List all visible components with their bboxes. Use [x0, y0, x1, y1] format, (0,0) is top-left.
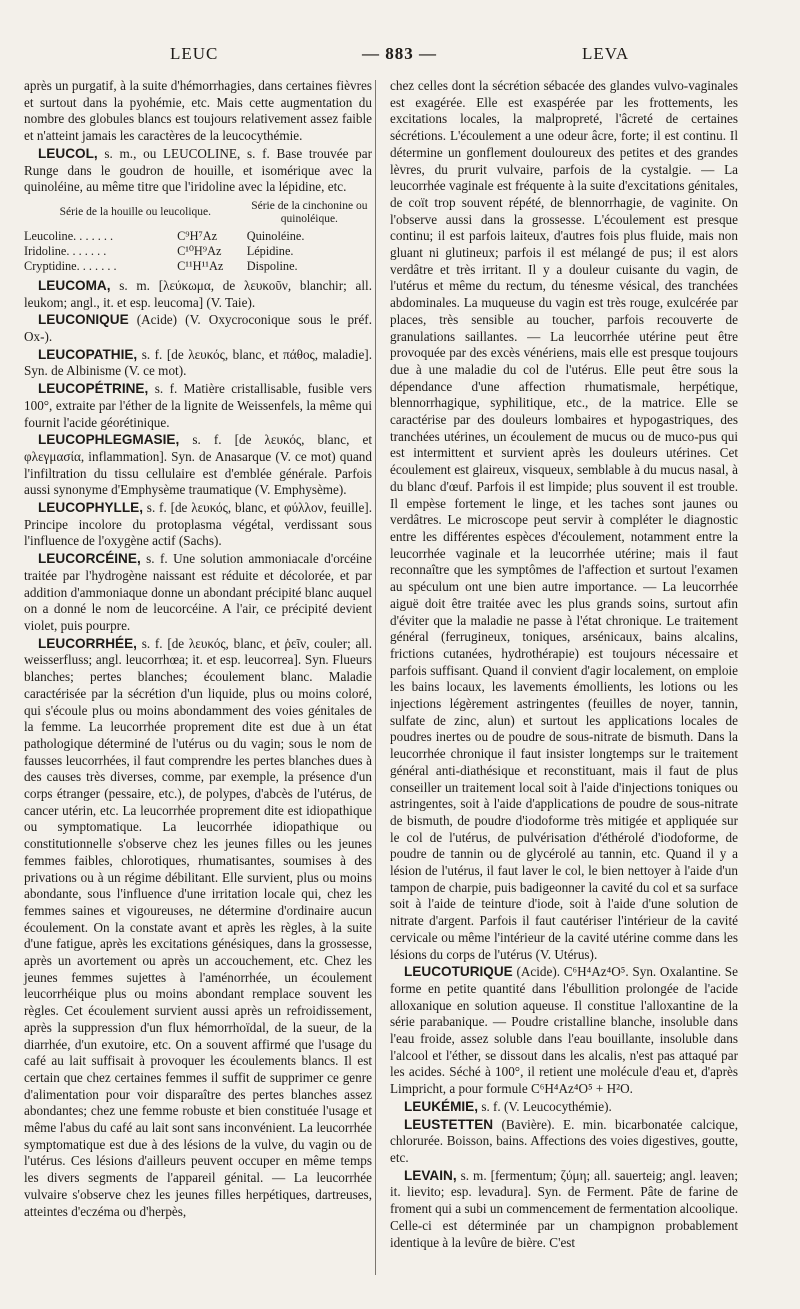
definition: s. f. [de λευκός, blanc, et ῥεῖν, couler; all. weisserfluss; angl. leucorrhœa; it. et esp. leucorrea]. Syn. Flueurs blanches; pertes blanches; écoulement blanc. Maladie caractérisée par la sécrétion d'un liquide, plus ou moins coloré, qui s'écoule plus ou moins abondamment des voies génitales de la femme. La leucorrhée proprement dite est due à un état pathologique déterminé de l'utérus ou du vagin; sous le nom de fausses leucorrhées, il faut comprendre les pertes blanches dues à des causes très diverses, comme, par exemple, la présence d'un corps étranger (pessaire, etc.), de polypes, d'abcès de l'utérus, de cancer utérin, etc. La leucorrhée proprement dite est idiopathique ou symptomatique. La leucorrhée idiopathique ou constitutionnelle s'observe chez les jeunes filles ou les jeunes femmes faibles, chlorotiques, rhumatisantes, soumises à des privations ou à un régime débilitant. Elle survient, plus ou moins abondante, sous l'influence d'une irritation locale qui, chez les femmes saines et vigoureuses, ne détermine d'ordinaire aucun écoulement. On la constate avant et après les règles, à la suite d'une fatigue, après les excitations génésiques, dans la grossesse, après un avortement ou après un accouchement, etc. Chez les jeunes femmes sujettes à l'aménorrhée, un écoulement leucorrhéique plus ou moins abondant remplace souvent les règles. Cet écoulement survient aussi après un refroidissement, après la suppression d'un flux hémorrhoïdal, de la sueur, de la diarrhée, d'un exutoire, etc. On a souvent affirmé que l'usage du café au lait suffisait à provoquer les écoulements blancs. Il est certain que chez certaines femmes il suffit de supprimer ce genre d'alimentation pour voir disparaître des pertes blanches assez abondantes; chez une femme robuste et bien constituée l'usage et même l'abus du café au lait sont sans inconvénient. La leucorrhée symptomatique est due à des lésions de la vulve, du vagin ou de l'utérus. Ces lésions d'ailleurs peuvent occuper en même temps les divers segments de l'appareil génital. — La leucorrhée vulvaire s'observe chez les jeunes filles herpétiques, dartreuses, atteintes d'eczéma ou d'herpès,: [24, 635, 372, 1219]
entry-leustetten: [390, 1117, 738, 1167]
entry-leucophlegmasie: [24, 432, 372, 499]
headword: LEUCOL,: [38, 145, 98, 161]
headword: LEUCORRHÉE,: [38, 635, 137, 651]
definition: s. f. (V. Leucocythémie).: [478, 1098, 612, 1114]
table-row: [24, 244, 372, 259]
headword: LEUKÉMIE,: [404, 1098, 479, 1114]
compound-formula: C¹¹H¹¹Az: [177, 258, 224, 273]
compound-name: Cryptidine. . . . . . .: [24, 258, 117, 273]
page-number: — 883 —: [362, 44, 437, 63]
table-row: [24, 229, 372, 244]
header-right-guide-word: LEVA: [582, 44, 630, 63]
left-column: [24, 78, 372, 1221]
entry-leuconique: [24, 312, 372, 345]
table-row: [24, 259, 372, 274]
compound-name: Leucoline. . . . . . .: [24, 228, 114, 243]
definition: s. m. [fermentum; ζύμη; all. sauerteig; angl. leaven; it. lievito; esp. levadura]. Syn. de Ferment. Pâte de farine de froment qui a subi un commencement de fermentation alcoolique. Celle-ci est déterminée par un champignon probablement identique à la levûre de bière. C'est: [390, 1167, 738, 1250]
series-header-right: Série de la cinchonine ou quinoléique.: [251, 199, 368, 225]
definition: s. f. [de λευκός, blanc, et φλεγμασία, inflammation]. Syn. de Anasarque (V. ce mot) quand l'infiltration du tissu cellulaire est d'emblée générale. Parfois aussi synonyme d'Emphysème traumatique (V. Emphysème).: [24, 432, 372, 498]
paragraph-continuation: après un purgatif, à la suite d'hémorrhagies, dans certaines fièvres et surtout dans la pyohémie, etc. Mais cette augmentation du nombre des globules blancs est toujours relativement assez faible et n'atteint jamais les caractères de la leucocythémie.: [24, 78, 372, 144]
definition: (Acide) (V. Oxycroconique sous le préf. Ox-).: [24, 312, 372, 345]
series-table: [24, 199, 372, 274]
column-divider: [375, 80, 376, 1275]
entry-levain: [390, 1168, 738, 1252]
series-header-left: Série de la houille ou leucolique.: [59, 206, 212, 219]
paragraph-continuation: chez celles dont la sécrétion sébacée des glandes vulvo-vaginales est exagérée. Elle est exaspérée par les frottements, les excitations locales, la malpropreté, l'âcreté de certaines sécrétions. L'écoulement a une odeur âcre, forte; il est continu. Il détermine un gonflement douloureux des petites et des grandes lèvres, du prurit vulvaire, parfois de la cystalgie. — La leucorrhée vaginale est fréquente à la suite d'excitations génitales, de coït trop souvent répété, de blennorrhagie, de vaginite. On l'observe aussi dans la grossesse. L'écoulement est presque continu; il est parfois laiteux, d'autres fois plus fluide, mais non gluant ni glutineux; parfois il est mélangé de pus; il est alors verdâtre et très irritant. Il y a douleur cuisante du vagin, de l'utérus et même du rectum, du ténesme vésical, des tranchées abdominales. La muqueuse du vagin est très rouge, exulcérée par places, très sensible au toucher, parfois recouverte de granulations saillantes. — La leucorrhée utérine peut être provoquée par des excès vénériens, mais elle est presque toujours due à une maladie du col de l'utérus. Elle peut être sous la dépendance d'une affection rhumatismale, herpétique, blennorrhagique, syphilitique, etc., de la matrice. Elle se caractérise par des douleurs lombaires et hypogastriques, des tranchées utérines, un écoulement de mucus ou de muco-pus qui est intermittent et survient après les douleurs utérines. Cet écoulement est glaireux, visqueux, semblable à du mucus nasal, à du blanc d'œuf. Parfois il est limpide; plus souvent il est trouble. Il empèse fortement le linge, et les taches sont jaunes ou verdâtres. Le microscope peut servir à compléter le diagnostic entre les différentes espèces d'écoulement, notamment entre la leucorrhée vaginale et la leucorrhée utérine; mais il faut reconnaître que les symptômes de l'affection et surtout l'examen au spéculum ont une bien autre importance. — La leucorrhée aiguë doit être traitée avec les plus grands soins, surtout afin d'éviter que la maladie ne passe à l'état chronique. Le traitement général (ferrugineux, toniques, arsénicaux, bains alcalins, frictions cutanées, hydrothérapie) est toujours nécessaire et parfois suffisant. Quand il convient d'agir localement, on emploie les bains locaux, les lavements émollients, les lotions ou les injections légèrement astringentes (feuilles de noyer, tannin, sulfate de zinc, alun) et surtout les applications locales de poudres inertes ou de poudre de sous-nitrate de bismuth. Dans la leucorrhée chronique il faut insister longtemps sur le traitement général anti-diathésique et reconstituant, mais il faut de plus conseiller un traitement local soit à l'aide d'injections toniques ou astringentes, soit à l'aide d'applications de poudre de sous-nitrate de bismuth, de poudre d'iodoforme très mitigée et appliquée sur le col de l'utérus, de pulvérisation d'éthérolé d'iodoforme, de poudre de tannin ou de glycérolé au tannin, etc. Quand il y a lésion de l'utérus, il faut laver le col, le bien nettoyer à l'aide d'un tampon de charpie, puis badigeonner la cavité du col et sa surface soit à l'aide de teinture d'iode, soit à l'aide d'une solution de nitrate d'argent. Parfois il faut cautériser l'intérieur de la cavité cervicale ou même l'intérieur de la cavité utérine comme dans les lésions du corps de l'utérus (V. Utérus).: [390, 78, 738, 962]
definition: (Acide). C⁶H⁴Az⁴O⁵. Syn. Oxalantine. Se forme en petite quantité dans l'ébullition prolongée de l'acide alloxanique en solution aqueuse. Il constitue l'alloxantine de la série parabanique. — Poudre cristalline blanche, insoluble dans l'eau froide, assez soluble dans l'eau bouillante, insoluble dans l'alcool et l'éther, se dissout dans les alcalis, n'est pas attaqué par les acides. Séché à 100°, il retient une molécule d'eau et, d'après Limpricht, a pour formule C⁶H⁴Az⁴O⁵ + H²O.: [390, 964, 738, 1097]
entry-leucopetrine: [24, 381, 372, 431]
compound-equivalent: Lépidine.: [246, 243, 294, 258]
definition: s. f. Une solution ammoniacale d'orcéine traitée par l'hydrogène naissant est réduite et décolorée, et par addition d'ammoniaque donne un abondant précipité blanc auquel on a donné le nom de leucorcéine. A l'air, ce précipité devient violet, puis pourpre.: [24, 551, 372, 633]
definition: s. f. Matière cristallisable, fusible vers 100°, extraite par l'éther de la lignite de Weissenfels, la même qui fournit l'acide géorétinique.: [24, 381, 372, 430]
compound-equivalent: Quinoléine.: [246, 228, 305, 243]
headword: LEUCOPÉTRINE,: [38, 381, 149, 397]
headword: LEUCOTURIQUE: [404, 964, 513, 980]
right-column: [390, 78, 738, 1252]
definition: s. f. [de λευκός, blanc, et πάθος, maladie]. Syn. de Albinisme (V. ce mot).: [24, 346, 372, 379]
entry-leucopathie: [24, 347, 372, 380]
definition: s. f. [de λευκός, blanc, et φύλλον, feuille]. Principe incolore du protoplasma végétal, verdissant sous l'influence de l'oxygène actif (Sachs).: [24, 500, 372, 549]
headword: LEUCONIQUE: [38, 312, 129, 328]
entry-leukemie: [390, 1099, 738, 1116]
running-header: [20, 44, 780, 68]
headword: LEUCORCÉINE,: [38, 551, 141, 567]
headword: LEVAIN,: [404, 1167, 457, 1183]
headword: LEUCOPHLEGMASIE,: [38, 432, 180, 448]
header-left-guide-word: LEUC: [170, 44, 219, 63]
headword: LEUCOMA,: [38, 277, 111, 293]
entry-leucophylle: [24, 500, 372, 550]
compound-name: Iridoline. . . . . . .: [24, 243, 107, 258]
entry-leucol: [24, 146, 372, 196]
entry-leucoma: [24, 278, 372, 311]
definition: s. m. [λεύκωμα, de λευκοῦν, blanchir; all. leukom; angl., it. et esp. leucoma] (V. Taie).: [24, 277, 372, 310]
compound-equivalent: Dispoline.: [246, 258, 298, 273]
definition: (Bavière). E. min. bicarbonatée calcique, chlorurée. Boisson, bains. Affections des voies digestives, goutte, etc.: [390, 1116, 738, 1165]
definition: s. m., ou LEUCOLINE, s. f. Base trouvée par Runge dans le goudron de houille, et isomérique avec la quinoléine, au même titre que l'iridoline avec la lépidine, etc.: [24, 145, 372, 195]
entry-leucoturique: [390, 964, 738, 1098]
compound-formula: C⁹H⁷Az: [177, 228, 218, 243]
headword: LEUCOPATHIE,: [38, 346, 138, 362]
headword: LEUSTETTEN: [404, 1116, 494, 1132]
entry-leucorrhee: [24, 636, 372, 1221]
compound-formula: C¹⁰H⁹Az: [177, 243, 222, 258]
entry-leucorceine: [24, 551, 372, 635]
headword: LEUCOPHYLLE,: [38, 500, 143, 516]
